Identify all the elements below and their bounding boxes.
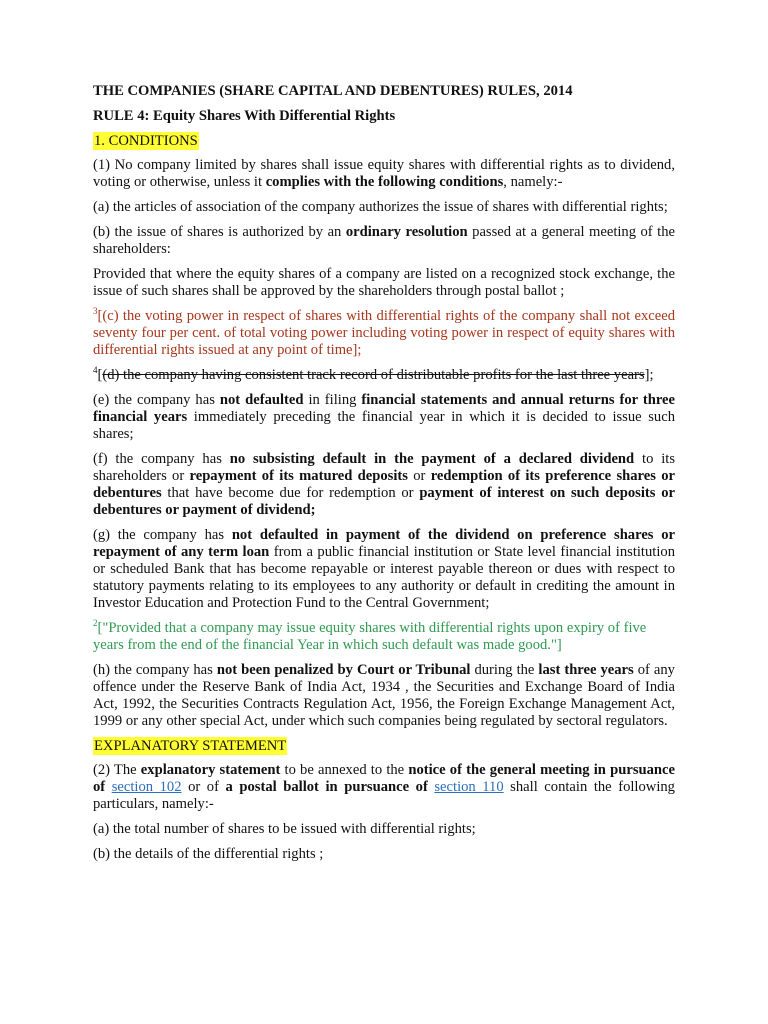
clause-h	[93, 662, 675, 730]
document-body	[93, 83, 675, 871]
item-a: (a) the total number of shares to be issued with differential rights;	[93, 821, 476, 837]
paragraph-2	[93, 762, 675, 813]
footnote-ref: 3	[93, 306, 98, 317]
clause-f-bold-1: no subsisting default in the payment of a declared dividend	[229, 451, 635, 467]
clause-e-tail: immediately preceding the financial year in which it is decided to issue such shares;	[93, 409, 675, 442]
document-title: THE COMPANIES (SHARE CAPITAL AND DEBENTURES) RULES, 2014	[93, 83, 573, 99]
clause-c-amended	[93, 308, 675, 359]
item-b: (b) the details of the differential rights ;	[93, 846, 324, 862]
paragraph-2-text: (2) The	[93, 762, 141, 778]
footnote-ref: 2	[93, 618, 98, 629]
section-102-link[interactable]: section 102	[111, 779, 182, 795]
clause-f-bold-3: redemption of its preference shares or debentures	[93, 468, 675, 501]
clause-b	[93, 224, 675, 258]
explanatory-heading-line	[93, 738, 675, 755]
clause-e-text: (e) the company has	[93, 392, 220, 408]
paragraph-1-bold: complies with the following conditions	[265, 174, 504, 190]
clause-c-text: [(c) the voting power in respect of shares with differential rights of the company shall not exceed seventy four per cent. of total voting power including voting power in respect of equity shares with differential rights issued at any point of time];	[93, 308, 675, 358]
paragraph-1-text: (1) No company limited by shares shall issue equity shares with differential rights as to dividend, voting or otherwise, unless it	[93, 157, 675, 190]
section-110-link[interactable]: section 110	[434, 779, 504, 795]
clause-h-text-2: during the	[470, 662, 539, 678]
clause-f-text-2: to its shareholders or	[93, 451, 676, 484]
clause-e-bold-1: not defaulted	[219, 392, 304, 408]
clause-b-bold: ordinary resolution	[345, 224, 468, 240]
clause-h-bold-2: last three years	[538, 662, 634, 678]
clause-e-text-2: in filing	[303, 392, 362, 408]
paragraph-1	[93, 157, 675, 191]
clause-b-tail: passed at a general meeting of the shareholders:	[93, 224, 675, 257]
clause-b-text: (b) the issue of shares is authorized by an	[93, 224, 346, 240]
clause-f-bold-2: repayment of its matured deposits	[189, 468, 408, 484]
paragraph-2-bold-2: notice of the general meeting in pursuance of	[93, 762, 675, 795]
proviso-postal-ballot: Provided that where the equity shares of a company are listed on a recognized stock exchange, the issue of such shares shall be approved by the shareholders through postal ballot ;	[93, 266, 675, 299]
clause-f-text-3: or	[407, 468, 431, 484]
paragraph-2-text-3: or of	[181, 779, 226, 795]
clause-f-bold-4: payment of interest on such deposits or debentures or payment of dividend;	[93, 485, 675, 518]
bracket-close: ];	[644, 367, 654, 383]
clause-g	[93, 527, 675, 612]
clause-h-text: (h) the company has	[93, 662, 217, 678]
proviso-five-years	[93, 620, 675, 654]
clause-g-bold: not defaulted in payment of the dividend on preference shares or repayment of any term loan	[93, 527, 676, 560]
paragraph-2-text-2: to be annexed to the	[280, 762, 409, 778]
clause-f-text: (f) the company has	[93, 451, 230, 467]
clause-f	[93, 451, 675, 519]
conditions-heading-line	[93, 133, 675, 150]
clause-g-tail: from a public financial institution or State level financial institution or scheduled Bank that has become repayable or interest payable thereon or dues with respect to statutory payments relating to its employees to any authority or default in crediting the amount in Investor Education and Protection Fund to the Central Government;	[93, 544, 675, 611]
explanatory-heading: EXPLANATORY STATEMENT	[94, 738, 287, 754]
paragraph-1-tail: , namely:-	[503, 174, 563, 190]
clause-h-tail: of any offence under the Reserve Bank of India Act, 1934 , the Securities and Exchange Board of India Act, 1992, the Securities Contracts Regulation Act, 1956, the Foreign Exchange Management Act, 1999 or any other special Act, under which such companies being regulated by sectoral regulators.	[93, 662, 675, 729]
clause-e-bold-2: financial statements and annual returns for three financial years	[93, 392, 675, 425]
clause-h-bold-1: not been penalized by Court or Tribunal	[216, 662, 471, 678]
rule-title: RULE 4: Equity Shares With Differential Rights	[93, 108, 396, 124]
bracket-open: [	[97, 367, 103, 383]
paragraph-2-tail: shall contain the following particulars, namely:-	[93, 779, 675, 812]
clause-d-omitted	[93, 367, 675, 384]
clause-a: (a) the articles of association of the company authorizes the issue of shares with differential rights;	[93, 199, 668, 215]
footnote-ref: 4	[93, 365, 98, 376]
paragraph-2-bold-3: a postal ballot in pursuance of	[225, 779, 435, 795]
clause-f-text-4: that have become due for redemption or	[161, 485, 420, 501]
paragraph-2-bold-1: explanatory statement	[140, 762, 281, 778]
conditions-heading: 1. CONDITIONS	[94, 133, 198, 149]
clause-e	[93, 392, 675, 443]
proviso-five-years-text: ["Provided that a company may issue equity shares with differential rights upon expiry of five years from the end of the financial Year in which such default was made good."]	[93, 620, 647, 653]
clause-d-struck-text: (d) the company having consistent track record of distributable profits for the last three years	[102, 367, 645, 383]
clause-g-text: (g) the company has	[93, 527, 232, 543]
